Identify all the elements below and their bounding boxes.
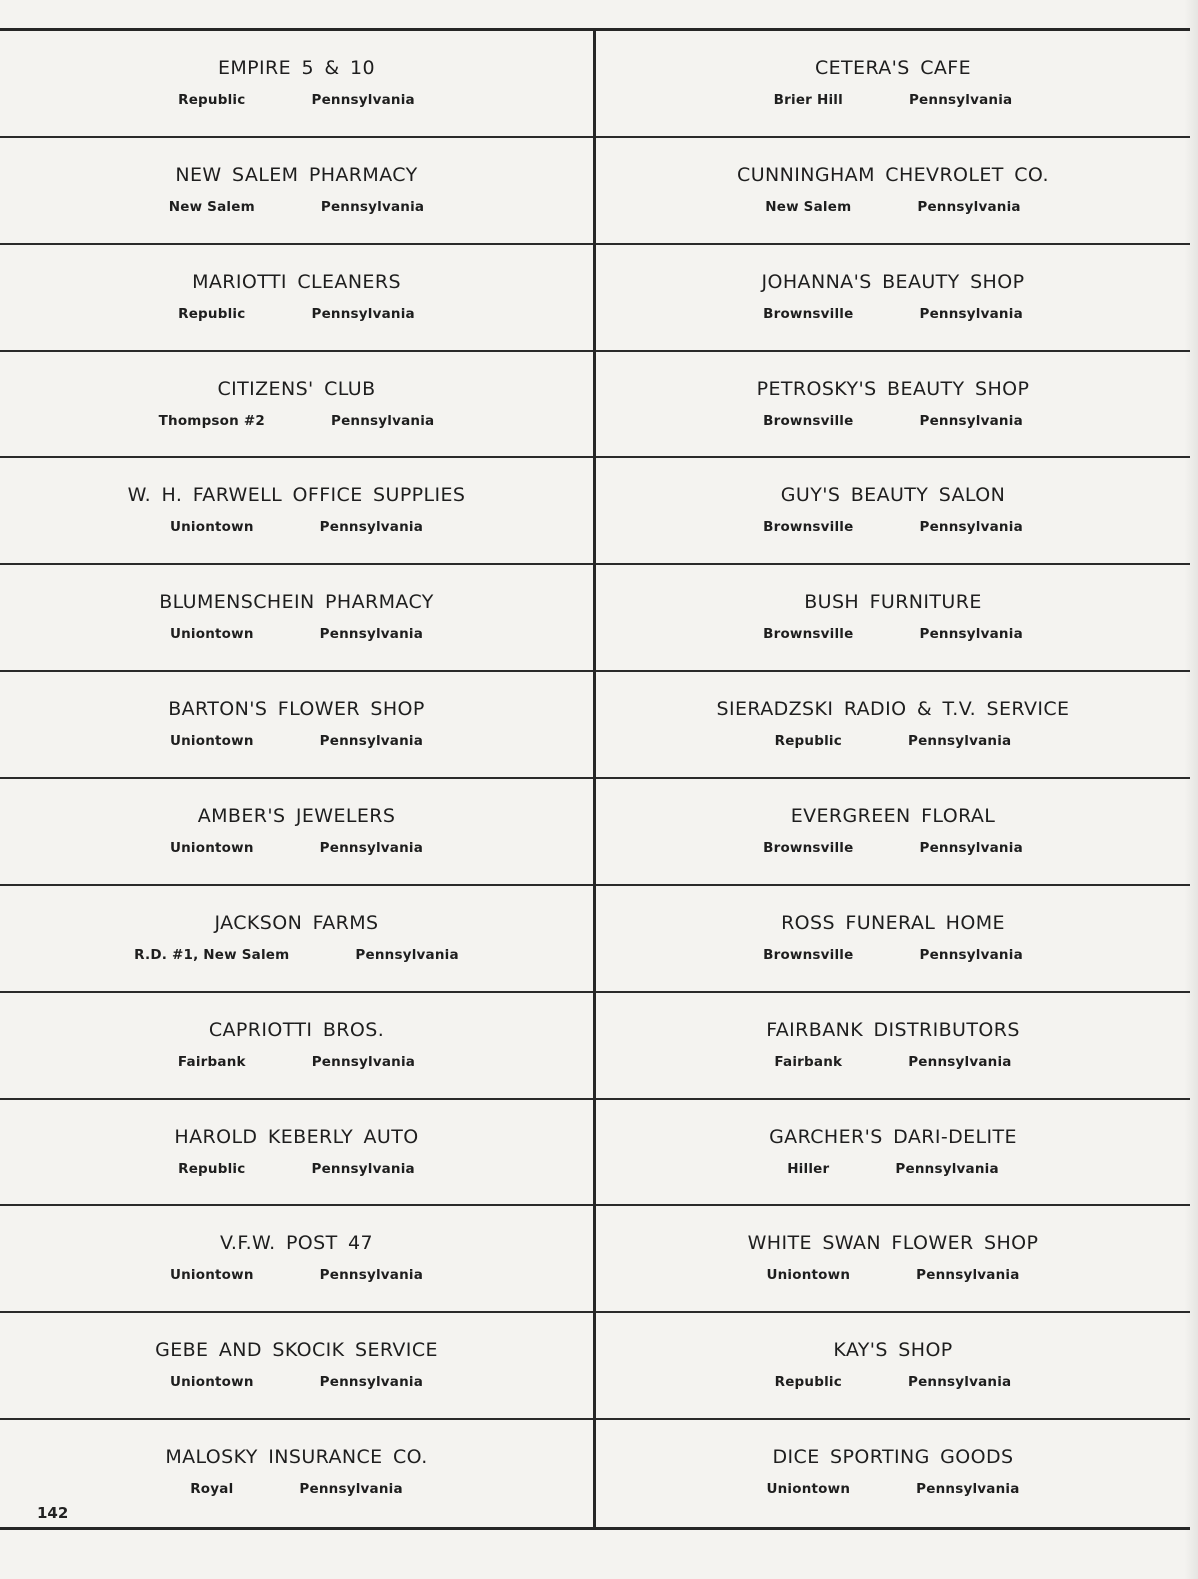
business-town: Thompson #2 [158, 412, 265, 429]
left-column [0, 31, 593, 1527]
listing-cell [0, 993, 593, 1100]
business-name: MALOSKY INSURANCE CO. [165, 1446, 428, 1469]
business-town: Republic [774, 1374, 842, 1391]
business-state: Pennsylvania [299, 1481, 403, 1498]
listing-cell [0, 779, 593, 886]
business-state: Pennsylvania [908, 1053, 1012, 1070]
business-name: ROSS FUNERAL HOME [781, 911, 1005, 934]
listing-cell [0, 352, 593, 459]
business-state: Pennsylvania [319, 1374, 424, 1391]
business-town: Brownsville [763, 840, 854, 856]
business-state: Pennsylvania [319, 1267, 424, 1284]
business-town: R.D. #1, New Salem [134, 946, 290, 963]
business-town: Uniontown [169, 840, 254, 856]
business-state: Pennsylvania [907, 733, 1012, 750]
business-location [596, 413, 1190, 429]
business-town: Brownsville [763, 519, 854, 536]
business-state: Pennsylvania [919, 840, 1023, 856]
business-state: Pennsylvania [319, 519, 424, 536]
page-number: 142 [37, 1504, 69, 1522]
business-town: Uniontown [766, 1267, 851, 1284]
business-name: FAIRBANK DISTRIBUTORS [766, 1018, 1020, 1041]
listing-cell [596, 1206, 1190, 1313]
business-state: Pennsylvania [330, 412, 435, 429]
business-state: Pennsylvania [895, 1160, 999, 1177]
business-state: Pennsylvania [917, 198, 1021, 215]
listing-cell [0, 1313, 593, 1420]
business-name: CITIZENS' CLUB [217, 377, 376, 400]
business-name: PETROSKY'S BEAUTY SHOP [756, 377, 1030, 400]
business-location [0, 947, 593, 963]
business-name: GEBE AND SKOCIK SERVICE [155, 1339, 438, 1362]
business-name: BARTON'S FLOWER SHOP [168, 698, 425, 721]
business-town: Uniontown [169, 519, 254, 536]
business-state: Pennsylvania [311, 1053, 416, 1070]
listing-cell [596, 458, 1190, 565]
business-town: Republic [178, 1160, 246, 1177]
business-town: Republic [774, 733, 842, 750]
listing-cell [596, 1100, 1190, 1207]
business-location [596, 199, 1190, 215]
business-name: WHITE SWAN FLOWER SHOP [747, 1232, 1039, 1255]
business-town: New Salem [765, 198, 852, 215]
listing-cell [0, 886, 593, 993]
business-name: EMPIRE 5 & 10 [217, 57, 376, 79]
business-location [0, 199, 593, 215]
business-town: Brier Hill [773, 92, 843, 108]
business-location [596, 1161, 1190, 1177]
business-town: Uniontown [169, 1374, 254, 1391]
right-column [596, 31, 1190, 1527]
business-location [0, 92, 593, 108]
business-name: EVERGREEN FLORAL [790, 805, 996, 827]
business-state: Pennsylvania [919, 626, 1023, 643]
business-state: Pennsylvania [320, 198, 425, 215]
business-location [596, 1054, 1190, 1070]
business-location [0, 626, 593, 642]
business-location [0, 840, 593, 856]
business-name: GUY'S BEAUTY SALON [780, 484, 1006, 507]
listing-cell [596, 1420, 1190, 1527]
business-town: Brownsville [763, 412, 854, 429]
listing-cell [596, 245, 1190, 352]
business-location [596, 1374, 1190, 1390]
listing-cell [596, 1313, 1190, 1420]
business-location [0, 1267, 593, 1283]
listing-cell [596, 886, 1190, 993]
listing-cell [0, 1420, 593, 1527]
business-location [0, 306, 593, 322]
business-name: BLUMENSCHEIN PHARMACY [159, 591, 434, 614]
business-town: Uniontown [169, 1267, 254, 1284]
business-town: Fairbank [774, 1053, 843, 1070]
business-state: Pennsylvania [916, 1267, 1020, 1284]
listing-cell [0, 31, 593, 138]
listing-cell [596, 779, 1190, 886]
business-name: HAROLD KEBERLY AUTO [174, 1125, 419, 1148]
business-location [596, 92, 1190, 108]
listing-cell [0, 245, 593, 352]
listing-cell [0, 565, 593, 672]
business-state: Pennsylvania [311, 92, 415, 108]
business-state: Pennsylvania [919, 946, 1023, 963]
business-location [0, 733, 593, 749]
business-name: GARCHER'S DARI-DELITE [769, 1125, 1017, 1148]
business-town: Uniontown [169, 733, 254, 750]
business-state: Pennsylvania [907, 1374, 1012, 1391]
business-state: Pennsylvania [919, 519, 1023, 536]
business-town: Republic [178, 92, 246, 108]
listing-cell [0, 1206, 593, 1313]
listing-cell [0, 1100, 593, 1207]
business-state: Pennsylvania [311, 305, 415, 322]
business-town: Royal [190, 1481, 234, 1498]
listing-cell [596, 31, 1190, 138]
listing-cell [0, 458, 593, 565]
business-name: CUNNINGHAM CHEVROLET CO. [737, 163, 1049, 186]
business-state: Pennsylvania [919, 412, 1023, 429]
business-name: NEW SALEM PHARMACY [175, 163, 418, 186]
business-location [596, 733, 1190, 749]
business-state: Pennsylvania [319, 733, 424, 750]
business-town: Uniontown [766, 1481, 851, 1498]
business-town: Fairbank [177, 1053, 246, 1070]
business-location [596, 1267, 1190, 1283]
business-town: Uniontown [169, 626, 254, 643]
business-name: SIERADZSKI RADIO & T.V. SERVICE [716, 698, 1070, 721]
business-name: W. H. FARWELL OFFICE SUPPLIES [127, 484, 466, 507]
listing-cell [596, 565, 1190, 672]
business-town: Brownsville [763, 305, 854, 322]
business-state: Pennsylvania [919, 305, 1023, 322]
business-location [596, 1481, 1190, 1497]
business-town: Brownsville [763, 946, 854, 963]
business-location [596, 519, 1190, 535]
listing-cell [596, 352, 1190, 459]
business-location [0, 1374, 593, 1390]
business-name: DICE SPORTING GOODS [772, 1446, 1014, 1469]
listing-cell [0, 138, 593, 245]
business-name: JOHANNA'S BEAUTY SHOP [761, 270, 1025, 293]
business-town: Republic [178, 305, 246, 322]
business-name: CETERA'S CAFE [814, 57, 972, 79]
business-location [596, 947, 1190, 963]
business-town: New Salem [168, 198, 255, 215]
business-state: Pennsylvania [916, 1481, 1020, 1498]
business-name: AMBER'S JEWELERS [197, 805, 396, 827]
business-town: Brownsville [763, 626, 854, 643]
business-name: JACKSON FARMS [214, 911, 379, 934]
business-location [596, 626, 1190, 642]
business-location [0, 1054, 593, 1070]
business-state: Pennsylvania [908, 92, 1013, 108]
business-town: Hiller [787, 1160, 830, 1177]
business-name: MARIOTTI CLEANERS [192, 270, 401, 293]
business-location [0, 1481, 593, 1497]
business-name: CAPRIOTTI BROS. [208, 1018, 385, 1041]
business-location [596, 306, 1190, 322]
business-state: Pennsylvania [355, 946, 459, 963]
business-name: V.F.W. POST 47 [219, 1232, 374, 1255]
business-state: Pennsylvania [319, 626, 424, 643]
listing-cell [596, 993, 1190, 1100]
business-name: BUSH FURNITURE [804, 591, 982, 614]
listing-cell [596, 672, 1190, 779]
business-location [0, 1161, 593, 1177]
business-state: Pennsylvania [311, 1160, 415, 1177]
business-location [0, 413, 593, 429]
listing-cell [0, 672, 593, 779]
business-location [596, 840, 1190, 856]
listing-cell [596, 138, 1190, 245]
business-name: KAY'S SHOP [833, 1339, 953, 1362]
business-location [0, 519, 593, 535]
business-state: Pennsylvania [319, 840, 424, 856]
